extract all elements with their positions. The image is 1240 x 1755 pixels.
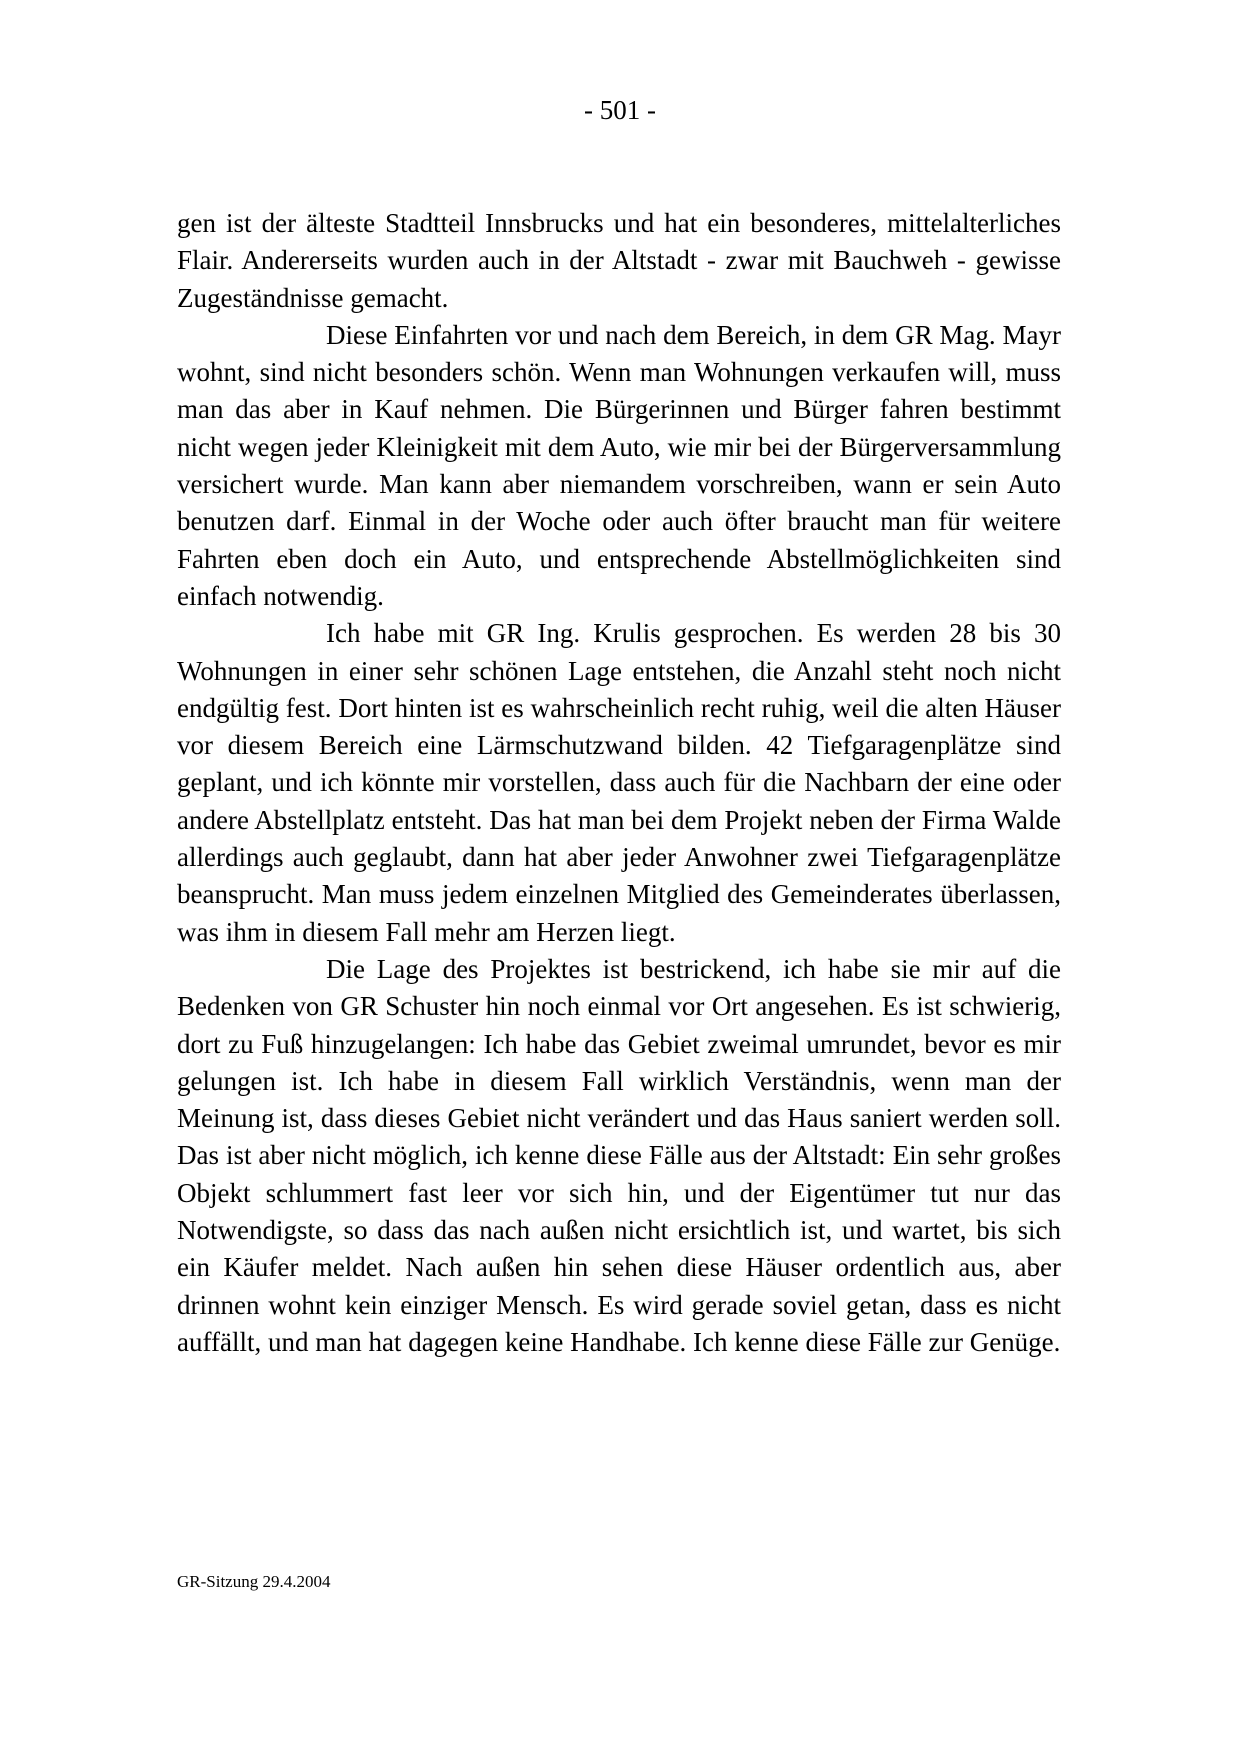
- page-number: - 501 -: [584, 95, 656, 125]
- paragraph-4: Die Lage des Projektes ist bestrickend, ich habe sie mir auf die Bedenken von GR Schuster hin noch einmal vor Ort angesehen. Es ist schwierig, dort zu Fuß hinzugelangen: Ich habe das Gebiet zweimal umrundet, bevor es mir gelungen ist. Ich habe in diesem Fall wirklich Verständnis, wenn man der Meinung ist, dass dieses Gebiet nicht verändert und das Haus saniert werden soll. Das ist aber nicht möglich, ich kenne diese Fälle aus der Altstadt: Ein sehr großes Objekt schlummert fast leer vor sich hin, und der Eigentümer tut nur das Notwendigste, so dass das nach außen nicht ersichtlich ist, und wartet, bis sich ein Käufer meldet. Nach außen hin sehen diese Häuser ordentlich aus, aber drinnen wohnt kein einziger Mensch. Es wird gerade soviel getan, dass es nicht auffällt, und man hat dagegen keine Handhabe. Ich kenne diese Fälle zur Genüge.: [177, 953, 1061, 1357]
- paragraph-3: Ich habe mit GR Ing. Krulis gesprochen. Es werden 28 bis 30 Wohnungen in einer sehr schönen Lage entstehen, die Anzahl steht noch nicht endgültig fest. Dort hinten ist es wahrscheinlich recht ruhig, weil die alten Häuser vor diesem Bereich eine Lärmschutzwand bilden. 42 Tiefgaragenplätze sind geplant, und ich könnte mir vorstellen, dass auch für die Nachbarn der eine oder andere Abstellplatz entsteht. Das hat man bei dem Projekt neben der Firma Walde allerdings auch geglaubt, dann hat aber jeder Anwohner zwei Tiefgaragenplätze beansprucht. Man muss jedem einzelnen Mitglied des Gemeinderates überlassen, was ihm in diesem Fall mehr am Herzen liegt.: [177, 618, 1061, 947]
- document-body: [177, 205, 1061, 1361]
- footer-session-label: GR-Sitzung 29.4.2004: [177, 1572, 331, 1591]
- paragraph-1: gen ist der älteste Stadtteil Innsbrucks und hat ein besonderes, mittelalterliches Flair. Andererseits wurden auch in der Altstadt - zwar mit Bauchweh - gewisse Zugeständnisse gemacht.: [177, 208, 1061, 313]
- paragraph-2: Diese Einfahrten vor und nach dem Bereich, in dem GR Mag. Mayr wohnt, sind nicht besonders schön. Wenn man Wohnungen verkaufen will, muss man das aber in Kauf nehmen. Die Bürgerinnen und Bürger fahren bestimmt nicht wegen jeder Kleinigkeit mit dem Auto, wie mir bei der Bürgerversammlung versichert wurde. Man kann aber niemandem vorschreiben, wann er sein Auto benutzen darf. Einmal in der Woche oder auch öfter braucht man für weitere Fahrten eben doch ein Auto, und entsprechende Abstellmöglichkeiten sind einfach notwendig.: [177, 319, 1061, 611]
